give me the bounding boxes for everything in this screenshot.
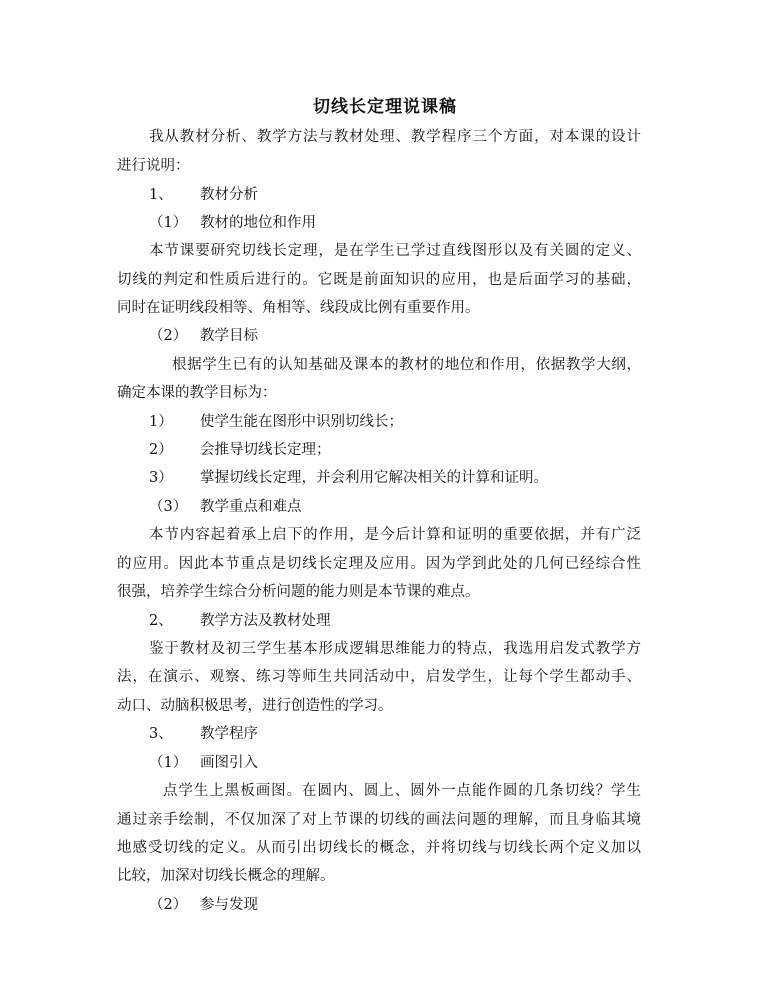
paragraph-2-line-1: 鉴于教材及初三学生基本形成逻辑思维能力的特点，我选用启发式教学方 xyxy=(149,641,641,657)
paragraph-1-1-line-3: 同时在证明线段相等、角相等、线段成比例有重要作用。 xyxy=(117,300,480,316)
subsection-3-1-number: （1） xyxy=(149,755,188,771)
paragraph-1-2-line-1: 根据学生已有的认知基础及课本的教材的地位和作用，依据教学大纲， xyxy=(172,357,641,373)
paragraph-1-1-line-1: 本节课要研究切线长定理，是在学生已学过直线图形以及有关圆的定义、 xyxy=(149,243,641,259)
goal-2-number: 2） xyxy=(149,442,173,458)
goal-3-text: 掌握切线长定理，并会利用它解决相关的计算和证明。 xyxy=(200,470,548,486)
goal-2-text: 会推导切线长定理； xyxy=(200,442,331,458)
section-3-heading: 教学程序 xyxy=(200,726,258,742)
paragraph-2-line-3: 动口、动脑积极思考，进行创造性的学习。 xyxy=(117,698,393,714)
paragraph-1-3-line-1: 本节内容起着承上启下的作用，是今后计算和证明的重要依据，并有广泛 xyxy=(149,527,641,543)
paragraph-1-1-line-2: 切线的判定和性质后进行的。它既是前面知识的应用，也是后面学习的基础， xyxy=(117,272,641,288)
document-title: 切线长定理说课稿 xyxy=(313,97,457,117)
paragraph-3-1-line-1: 点学生上黑板画图。在圆内、圆上、圆外一点能作圆的几条切线？学生 xyxy=(163,783,641,799)
paragraph-3-1-line-3: 地感受切线的定义。从而引出切线长的概念，并将切线与切线长两个定义加以 xyxy=(117,840,641,856)
subsection-1-1-heading: 教材的地位和作用 xyxy=(200,215,316,231)
paragraph-2-line-2: 法，在演示、观察、练习等师生共同活动中，启发学生，让每个学生都动手、 xyxy=(117,669,641,685)
intro-line-1: 我从教材分析、教学方法与教材处理、教学程序三个方面，对本课的设计 xyxy=(149,129,641,145)
subsection-1-3-number: （3） xyxy=(149,499,188,515)
section-1-heading: 教材分析 xyxy=(200,187,258,203)
subsection-1-2-number: （2） xyxy=(149,328,188,344)
paragraph-3-1-line-4: 比较，加深对切线长概念的理解。 xyxy=(117,868,335,884)
goal-1-text: 使学生能在图形中识别切线长； xyxy=(200,414,403,430)
subsection-1-2-heading: 教学目标 xyxy=(200,328,258,344)
goal-1-number: 1） xyxy=(149,414,173,430)
paragraph-1-3-line-3: 很强，培养学生综合分析问题的能力则是本节课的难点。 xyxy=(117,584,480,600)
subsection-3-2-number: （2） xyxy=(149,897,188,913)
paragraph-1-2-line-2: 确定本课的教学目标为： xyxy=(117,385,277,401)
subsection-3-2-heading: 参与发现 xyxy=(200,897,258,913)
section-3-number: 3、 xyxy=(149,726,173,742)
intro-line-2: 进行说明： xyxy=(117,158,190,174)
goal-3-number: 3） xyxy=(149,470,173,486)
section-1-number: 1、 xyxy=(149,187,173,203)
section-2-number: 2、 xyxy=(149,613,173,629)
subsection-1-3-heading: 教学重点和难点 xyxy=(200,499,302,515)
section-2-heading: 教学方法及教材处理 xyxy=(200,613,331,629)
subsection-3-1-heading: 画图引入 xyxy=(200,755,258,771)
paragraph-1-3-line-2: 的应用。因此本节重点是切线长定理及应用。因为学到此处的几何已经综合性 xyxy=(117,556,641,572)
subsection-1-1-number: （1） xyxy=(149,215,188,231)
paragraph-3-1-line-2: 通过亲手绘制，不仅加深了对上节课的切线的画法问题的理解，而且身临其境 xyxy=(117,812,641,828)
